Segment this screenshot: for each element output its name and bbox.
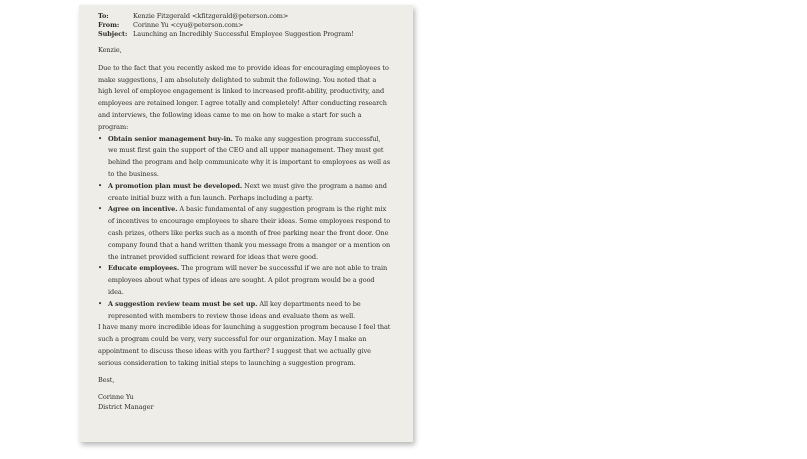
idea-lead: A promotion plan must be developed. <box>108 181 243 190</box>
subject-row <box>98 30 391 39</box>
list-item <box>98 181 391 205</box>
idea-lead: Obtain senior management buy-in. <box>108 134 233 143</box>
idea-lead: Educate employees. <box>108 264 180 273</box>
idea-text: Next we must give the program a name and create initial buzz with a fun launch. Perhaps including a party. <box>108 181 387 202</box>
from-value: Corinne Yu <cyu@peterson.com> <box>133 21 244 30</box>
email-document <box>79 5 413 442</box>
sign-off: Best, <box>98 376 115 385</box>
email-header <box>98 12 391 40</box>
list-item <box>98 204 391 263</box>
idea-text: A basic fundamental of any suggestion program is the right mix of incentives to encourage employees to share their ideas. Some employees respond to cash prizes, others like perks such as a month of free parking near the front door. One company found that a hand written thank you message from a manger or a mention on the intranet provided sufficient reward for ideas that were good. <box>108 205 391 261</box>
from-label: From: <box>98 21 120 30</box>
list-item <box>98 263 391 298</box>
idea-text: All key departments need to be represented with members to review those ideas and evaluate them as well. <box>108 299 361 320</box>
subject-value: Launching an Incredibly Successful Employee Suggestion Program! <box>133 30 354 39</box>
list-item <box>98 299 391 323</box>
subject-label: Subject: <box>98 30 128 39</box>
closing-paragraph: I have many more incredible ideas for launching a suggestion program because I feel that such a program could be very, very successful for our organization. May I make an appointment to discuss these ideas with you farther? I suggest that we actually give serious consideration to taking initial steps to launching a suggestion program. <box>98 323 391 367</box>
to-label: To: <box>98 12 109 20</box>
idea-text: The program will never be successful if we are not able to train employees about what types of ideas are sought. A pilot program would be a good idea. <box>108 264 388 296</box>
intro-paragraph: Due to the fact that you recently asked me to provide ideas for encouraging employees to make suggestions, I am absolutely delighted to submit the following. You noted that a high level of employee engagement is linked to increased profit-ability, productivity, and employees are retained longer. I agree totally and completely! After conducting research and interviews, the following ideas came to me on how to make a start for such a program: <box>98 63 389 131</box>
greeting: Kenzie, <box>98 45 122 54</box>
signature-title: District Manager <box>98 403 154 412</box>
signature-block <box>98 392 391 412</box>
from-row <box>98 21 391 30</box>
idea-lead: A suggestion review team must be set up. <box>108 299 258 308</box>
idea-text: To make any suggestion program successful, we must first gain the support of the CEO and all upper management. They must get behind the program and help communicate why it is important to employees as well as to the business. <box>108 134 391 179</box>
to-value: Kenzie Fitzgerald <kfitzgerald@peterson.com> <box>133 12 289 20</box>
signature-name: Corinne Yu <box>98 393 134 402</box>
ideas-list <box>98 134 391 323</box>
idea-lead: Agree on incentive. <box>108 205 178 214</box>
to-row <box>98 12 391 21</box>
list-item <box>98 134 391 181</box>
